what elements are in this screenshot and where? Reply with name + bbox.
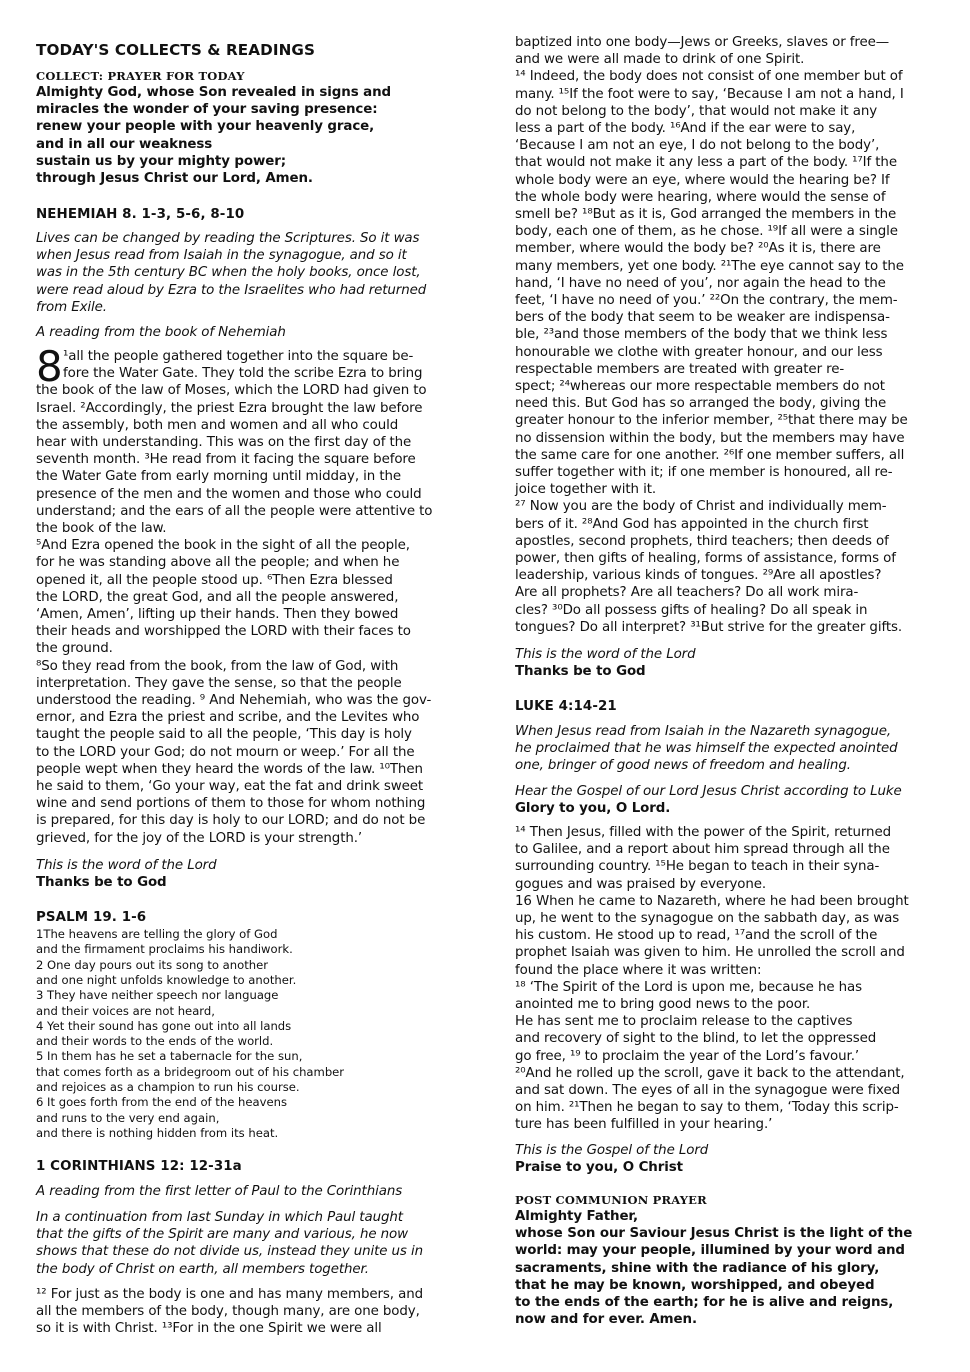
corinthians-text-line: no dissension within the body, but the members may have	[515, 430, 905, 446]
corinthians-text-line: Are all prophets? Are all teachers? Do all work mira-	[515, 585, 859, 601]
nehemiah-text-line: the LORD, the great God, and all the people answered,	[36, 589, 399, 605]
nehemiah-text-line: ernor, and Ezra the priest and scribe, and the Levites who	[36, 710, 420, 726]
psalm-line: 4 Yet their sound has gone out into all lands	[36, 1018, 292, 1033]
corinthians-text-line: tongues? Do all interpret? ³¹But strive for the greater gifts.	[515, 619, 902, 635]
nehemiah-intro-line: was in the 5th century BC when the holy books, once lost,	[36, 265, 421, 281]
psalm-heading: PSALM 19. 1-6	[36, 910, 147, 925]
corinthians-response: Thanks be to God	[515, 664, 646, 679]
corinthians-text-line: all the members of the body, though many, are one body,	[36, 1304, 420, 1320]
corinthians-text-line: spect; ²⁴whereas our more respectable members do not	[515, 379, 885, 394]
luke-text-line: ture has been fulfilled in your hearing.’	[515, 1117, 773, 1133]
nehemiah-text-line: for he was standing above all the people; and when he	[36, 555, 400, 571]
corinthians-text-line: member, where would the body be? ²⁰As it is, there are	[515, 241, 881, 257]
nehemiah-text-line: fore the Water Gate. They told the scribe Ezra to bring	[63, 366, 423, 382]
corinthians-text-line: bers of the body that seem to be weaker are indispensa-	[515, 310, 890, 326]
luke-text-line: and sat down. The eyes of all in the synagogue were fixed	[515, 1083, 900, 1098]
nehemiah-text-line: to the LORD your God; do not mourn or weep.’ For all the	[36, 744, 415, 760]
nehemiah-text-line: people wept when they heard the words of the law. ¹⁰Then	[36, 761, 423, 777]
nehemiah-text-line: the book of the law of Moses, which the LORD had given to	[36, 383, 427, 399]
page-title: TODAY'S COLLECTS & READINGS	[36, 41, 315, 59]
nehemiah-announce: A reading from the book of Nehemiah	[36, 325, 286, 340]
collect-line: miracles the wonder of your saving presence:	[36, 102, 378, 118]
luke-heading: LUKE 4:14-21	[515, 699, 617, 714]
nehemiah-text-line: hear with understanding. This was on the first day of the	[36, 435, 412, 450]
post-communion-line: world: may your people, illumined by your word and	[515, 1243, 905, 1259]
luke-text-line: 16 When he came to Nazareth, where he had been brought	[515, 893, 909, 909]
nehemiah-text-line: the book of the law.	[36, 521, 167, 536]
psalm-line: 5 In them has he set a tabernacle for the sun,	[36, 1049, 303, 1064]
luke-text-line: ²⁰And he rolled up the scroll, gave it back to the attendant,	[515, 1065, 905, 1081]
corinthians-text-line: honourable we clothe with greater honour, and our less	[515, 344, 883, 360]
corinthians-text-line: less a part of the body. ¹⁶And if the ear were to say,	[515, 121, 856, 136]
luke-text-line: surrounding country. ¹⁵He began to teach in their syna-	[515, 859, 880, 875]
corinthians-text-line: body, each one of them, as he chose. ¹⁹If all were a single	[515, 224, 898, 240]
nehemiah-text-line: he said to them, ‘Go your way, eat the fat and drink sweet	[36, 779, 424, 794]
collect-heading: COLLECT: PRAYER FOR TODAY	[36, 69, 245, 83]
luke-text-line: and recovery of sight to the blind, to let the oppressed	[515, 1031, 877, 1047]
post-communion-line: whose Son our Saviour Jesus Christ is the light of the	[515, 1226, 913, 1242]
corinthians-text-line: ‘Because I am not an eye, I do not belong to the body’,	[515, 138, 880, 154]
luke-response-call: This is the Gospel of the Lord	[515, 1143, 709, 1158]
psalm-line: 3 They have neither speech nor language	[36, 988, 279, 1003]
corinthians-intro-line: that the gifts of the Spirit are many and various, he now	[36, 1227, 408, 1243]
corinthians-text-line: ble, ²³and those members of the body that we think less	[515, 327, 888, 343]
luke-text-line: found the place where it was written:	[515, 962, 762, 978]
corinthians-text-line: feet, ‘I have no need of you.’ ²²On the contrary, the mem-	[515, 293, 898, 308]
nehemiah-intro-line: were read aloud by Ezra to the Israelites who had returned	[36, 282, 427, 298]
psalm-line: and one night unfolds knowledge to another.	[36, 972, 297, 987]
post-communion-line: Almighty Father,	[515, 1209, 638, 1224]
nehemiah-text-line: opened it, all the people stood up. ⁶Then Ezra blessed	[36, 572, 393, 588]
psalm-line: and there is nothing hidden from its heat.	[36, 1125, 279, 1140]
psalm-line: and the firmament proclaims his handiwork.	[36, 942, 293, 957]
post-communion-heading: POST COMMUNION PRAYER	[515, 1193, 707, 1207]
psalm-line: and their words to the ends of the world.	[36, 1034, 274, 1049]
nehemiah-text-line: is prepared, for this day is holy to our LORD; and do not be	[36, 813, 426, 829]
luke-text-line: on him. ²¹Then he began to say to them, ‘Today this scrip-	[515, 1100, 899, 1116]
post-communion-line: sacraments, shine with the radiance of his glory,	[515, 1260, 880, 1276]
corinthians-text-line: hand, ‘I have no need of you’, nor again the head to the	[515, 275, 886, 291]
corinthians-text-line: many members, yet one body. ²¹The eye cannot say to the	[515, 258, 904, 274]
psalm-line: 1The heavens are telling the glory of God	[36, 927, 278, 941]
psalm-line: and rejoices as a champion to run his course.	[36, 1080, 300, 1094]
nehemiah-heading: NEHEMIAH 8. 1-3, 5-6, 8-10	[36, 207, 245, 222]
nehemiah-text-line: ⁸So they read from the book, from the law of God, with	[36, 658, 399, 674]
nehemiah-intro-line: from Exile.	[36, 299, 107, 315]
luke-text-line: up, he went to the synagogue on the sabbath day, as was	[515, 911, 900, 926]
luke-announce-response: Glory to you, O Lord.	[515, 801, 671, 816]
psalm-line: 6 It goes forth from the end of the heavens	[36, 1095, 287, 1110]
luke-text-line: ¹⁸ ‘The Spirit of the Lord is upon me, because he has	[515, 979, 862, 995]
corinthians-text-line: so it is with Christ. ¹³For in the one Spirit we were all	[36, 1321, 382, 1337]
corinthians-text-line: bers of it. ²⁸And God has appointed in the church first	[515, 516, 869, 532]
nehemiah-intro-line: Lives can be changed by reading the Scriptures. So it was	[36, 231, 420, 246]
nehemiah-text-line: ¹all the people gathered together into the square be-	[63, 349, 414, 364]
luke-intro-line: When Jesus read from Isaiah in the Nazareth synagogue,	[515, 724, 892, 739]
collect-line: sustain us by your mighty power;	[36, 153, 287, 169]
nehemiah-text-line: presence of the men and the women and those who could	[36, 486, 422, 502]
corinthians-text-line: baptized into one body—Jews or Greeks, slaves or free—	[515, 35, 890, 50]
corinthians-text-line: ¹² For just as the body is one and has many members, and	[36, 1287, 423, 1302]
corinthians-text-line: power, then gifts of healing, forms of assistance, forms of	[515, 551, 896, 566]
corinthians-text-line: the same care for one another. ²⁶If one member suffers, all	[515, 447, 905, 463]
nehemiah-text-line: interpretation. They gave the sense, so that the people	[36, 675, 402, 691]
nehemiah-text-line: wine and send portions of them to those for whom nothing	[36, 796, 426, 812]
corinthians-response-call: This is the word of the Lord	[515, 647, 696, 662]
luke-text-line: go free, ¹⁹ to proclaim the year of the Lord’s favour.’	[515, 1048, 860, 1064]
drop-cap: 8	[36, 342, 63, 391]
luke-intro-line: he proclaimed that he was himself the expected anointed	[515, 741, 898, 757]
nehemiah-text-line: ‘Amen, Amen’, lifting up their hands. Then they bowed	[36, 607, 399, 622]
corinthians-text-line: respectable members are treated with greater re-	[515, 361, 845, 377]
corinthians-text-line: whole body were an eye, where would the hearing be? If	[515, 172, 890, 188]
collect-line: Almighty God, whose Son revealed in signs and	[36, 85, 391, 100]
post-communion-line: now and for ever. Amen.	[515, 1312, 697, 1328]
nehemiah-text-line: seventh month. ³He read from it facing the square before	[36, 452, 416, 468]
nehemiah-text-line: the assembly, both men and women and all who could	[36, 417, 399, 433]
corinthians-text-line: smell be? ¹⁸But as it is, God arranged the members in the	[515, 207, 897, 222]
corinthians-text-line: greater honour to the inferior member, ²⁵that there may be	[515, 413, 908, 429]
nehemiah-text-line: their heads and worshipped the LORD with their faces to	[36, 624, 411, 640]
luke-intro-line: one, bringer of good news of freedom and healing.	[515, 758, 851, 774]
collect-line: and in all our weakness	[36, 136, 213, 152]
luke-text-line: He has sent me to proclaim release to the captives	[515, 1014, 853, 1030]
corinthians-text-line: the whole body were hearing, where would the sense of	[515, 189, 886, 205]
psalm-line: 2 One day pours out its song to another	[36, 957, 269, 972]
corinthians-text-line: ¹⁴ Indeed, the body does not consist of one member but of	[515, 69, 903, 85]
psalm-line: and runs to the very end again,	[36, 1110, 220, 1125]
luke-text-line: ¹⁴ Then Jesus, filled with the power of the Spirit, returned	[515, 825, 891, 840]
corinthians-text-line: need this. But God has so arranged the body, giving the	[515, 396, 887, 412]
corinthians-text-line: apostles, second prophets, third teachers; then deeds of	[515, 533, 889, 549]
corinthians-intro-line: shows that these do not divide us, instead they unite us in	[36, 1244, 423, 1260]
corinthians-text-line: leadership, various kinds of tongues. ²⁹Are all apostles?	[515, 568, 882, 584]
corinthians-text-line: suffer together with it; if one member is honoured, all re-	[515, 465, 893, 480]
corinthians-text-line: cles? ³⁰Do all possess gifts of healing? Do all speak in	[515, 602, 868, 618]
nehemiah-response: Thanks be to God	[36, 875, 167, 890]
nehemiah-text-line: Israel. ²Accordingly, the priest Ezra brought the law before	[36, 400, 423, 416]
corinthians-intro-line: In a continuation from last Sunday in which Paul taught	[36, 1210, 403, 1225]
nehemiah-text-line: ⁵And Ezra opened the book in the sight of all the people,	[36, 538, 410, 554]
collect-line: renew your people with your heavenly grace,	[36, 119, 375, 135]
corinthians-text-line: do not belong to the body’, that would not make it any	[515, 103, 878, 119]
psalm-line: that comes forth as a bridegroom out of his chamber	[36, 1064, 345, 1079]
luke-announce: Hear the Gospel of our Lord Jesus Christ according to Luke	[515, 784, 902, 799]
nehemiah-text-line: the ground.	[36, 641, 113, 657]
luke-text-line: gogues and was praised by everyone.	[515, 876, 767, 892]
nehemiah-text-line: taught the people said to all the people, ‘This day is holy	[36, 727, 412, 743]
nehemiah-response-call: This is the word of the Lord	[36, 858, 217, 873]
nehemiah-text-line: understood the reading. ⁹ And Nehemiah, who was the gov-	[36, 693, 432, 708]
corinthians-intro-line: the body of Christ on earth, all members together.	[36, 1261, 369, 1277]
psalm-line: and their voices are not heard,	[36, 1003, 215, 1018]
nehemiah-text-line: understand; and the ears of all the people were attentive to	[36, 503, 433, 519]
nehemiah-text-line: the Water Gate from early morning until midday, in the	[36, 469, 401, 485]
collect-line: through Jesus Christ our Lord, Amen.	[36, 171, 313, 186]
nehemiah-text-line: grieved, for the joy of the LORD is your strength.’	[36, 830, 363, 846]
luke-text-line: prophet Isaiah was given to him. He unrolled the scroll and	[515, 945, 905, 961]
corinthians-text-line: many. ¹⁵If the foot were to say, ‘Because I am not a hand, I	[515, 86, 904, 102]
corinthians-text-line: and we were all made to drink of one Spirit.	[515, 52, 805, 68]
luke-text-line: to Galilee, and a report about him spread through all the	[515, 842, 890, 858]
corinthians-announce: A reading from the first letter of Paul to the Corinthians	[36, 1184, 403, 1199]
post-communion-line: that he may be known, worshipped, and obeyed	[515, 1277, 875, 1293]
luke-text-line: anointed me to bring good news to the poor.	[515, 997, 811, 1012]
luke-text-line: his custom. He stood up to read, ¹⁷and the scroll of the	[515, 928, 878, 944]
corinthians-heading: 1 CORINTHIANS 12: 12-31a	[36, 1159, 242, 1174]
post-communion-line: to the ends of the earth; for he is alive and reigns,	[515, 1295, 894, 1310]
luke-response: Praise to you, O Christ	[515, 1160, 683, 1175]
corinthians-text-line: ²⁷ Now you are the body of Christ and individually mem-	[515, 499, 887, 515]
corinthians-text-line: joice together with it.	[515, 482, 657, 498]
nehemiah-intro-line: when Jesus read from Isaiah in the synagogue, and so it	[36, 248, 407, 264]
corinthians-text-line: that would not make it any less a part of the body. ¹⁷If the	[515, 155, 897, 171]
